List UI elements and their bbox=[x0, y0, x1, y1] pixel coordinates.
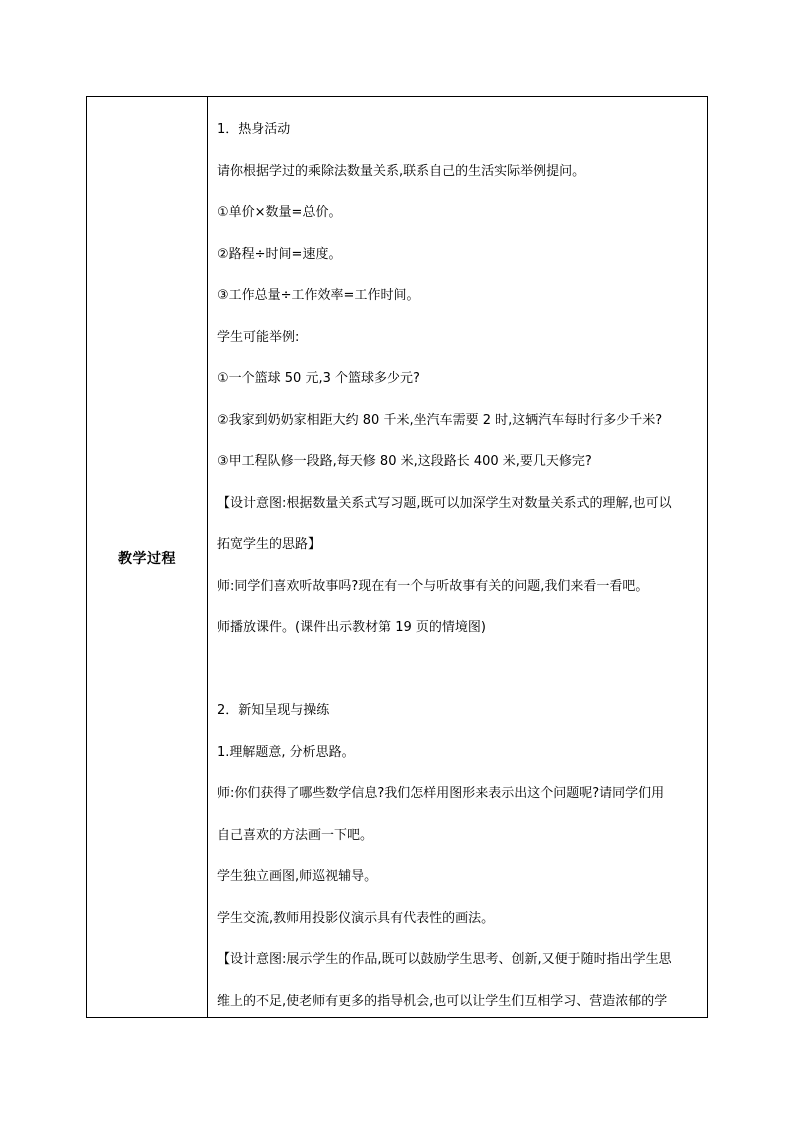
lesson-table bbox=[86, 96, 708, 1018]
paragraph: 学生交流,教师用投影仪演示具有代表性的画法。 bbox=[217, 910, 495, 926]
row-label: 教学过程 bbox=[118, 551, 176, 567]
formula-item: ③工作总量÷工作效率=工作时间。 bbox=[217, 288, 420, 303]
design-intent-note: 拓宽学生的思路】 bbox=[217, 537, 322, 552]
content-cell bbox=[208, 97, 707, 1017]
row-label-cell bbox=[87, 97, 208, 1017]
design-intent-note: 【设计意图:展示学生的作品,既可以鼓励学生思考、创新,又便于随时指出学生思 bbox=[217, 952, 672, 967]
paragraph: 学生可能举例: bbox=[217, 329, 300, 345]
paragraph: 师:同学们喜欢听故事吗?现在有一个与听故事有关的问题,我们来看一看吧。 bbox=[217, 578, 649, 594]
example-item: ①一个篮球 50 元,3 个篮球多少元? bbox=[217, 371, 420, 386]
paragraph: 学生独立画图,师巡视辅导。 bbox=[217, 869, 378, 884]
section-heading: 1．热身活动 bbox=[217, 122, 291, 137]
paragraph: 1.理解题意, 分析思路。 bbox=[217, 744, 355, 760]
formula-item: ①单价×数量=总价。 bbox=[217, 205, 342, 220]
paragraph: 自己喜欢的方法画一下吧。 bbox=[217, 827, 374, 843]
example-item: ②我家到奶奶家相距大约 80 千米,坐汽车需要 2 时,这辆汽车每时行多少千米? bbox=[217, 412, 663, 428]
blank-line bbox=[217, 649, 701, 691]
design-intent-note: 【设计意图:根据数量关系式写习题,既可以加深学生对数量关系式的理解,也可以 bbox=[217, 495, 672, 511]
section-heading: 2．新知呈现与操练 bbox=[217, 703, 330, 718]
paragraph: 师:你们获得了哪些数学信息?我们怎样用图形来表示出这个问题呢?请同学们用 bbox=[217, 786, 665, 801]
paragraph: 师播放课件。(课件出示教材第 19 页的情境图) bbox=[217, 620, 486, 635]
formula-item: ②路程÷时间=速度。 bbox=[217, 246, 342, 262]
paragraph: 请你根据学过的乘除法数量关系,联系自己的生活实际举例提问。 bbox=[217, 163, 586, 179]
design-intent-note: 维上的不足,使老师有更多的指导机会,也可以让学生们互相学习、营造浓郁的学 bbox=[217, 993, 668, 1009]
example-item: ③甲工程队修一段路,每天修 80 米,这段路长 400 米,要几天修完? bbox=[217, 454, 592, 469]
content-text bbox=[217, 109, 701, 1017]
